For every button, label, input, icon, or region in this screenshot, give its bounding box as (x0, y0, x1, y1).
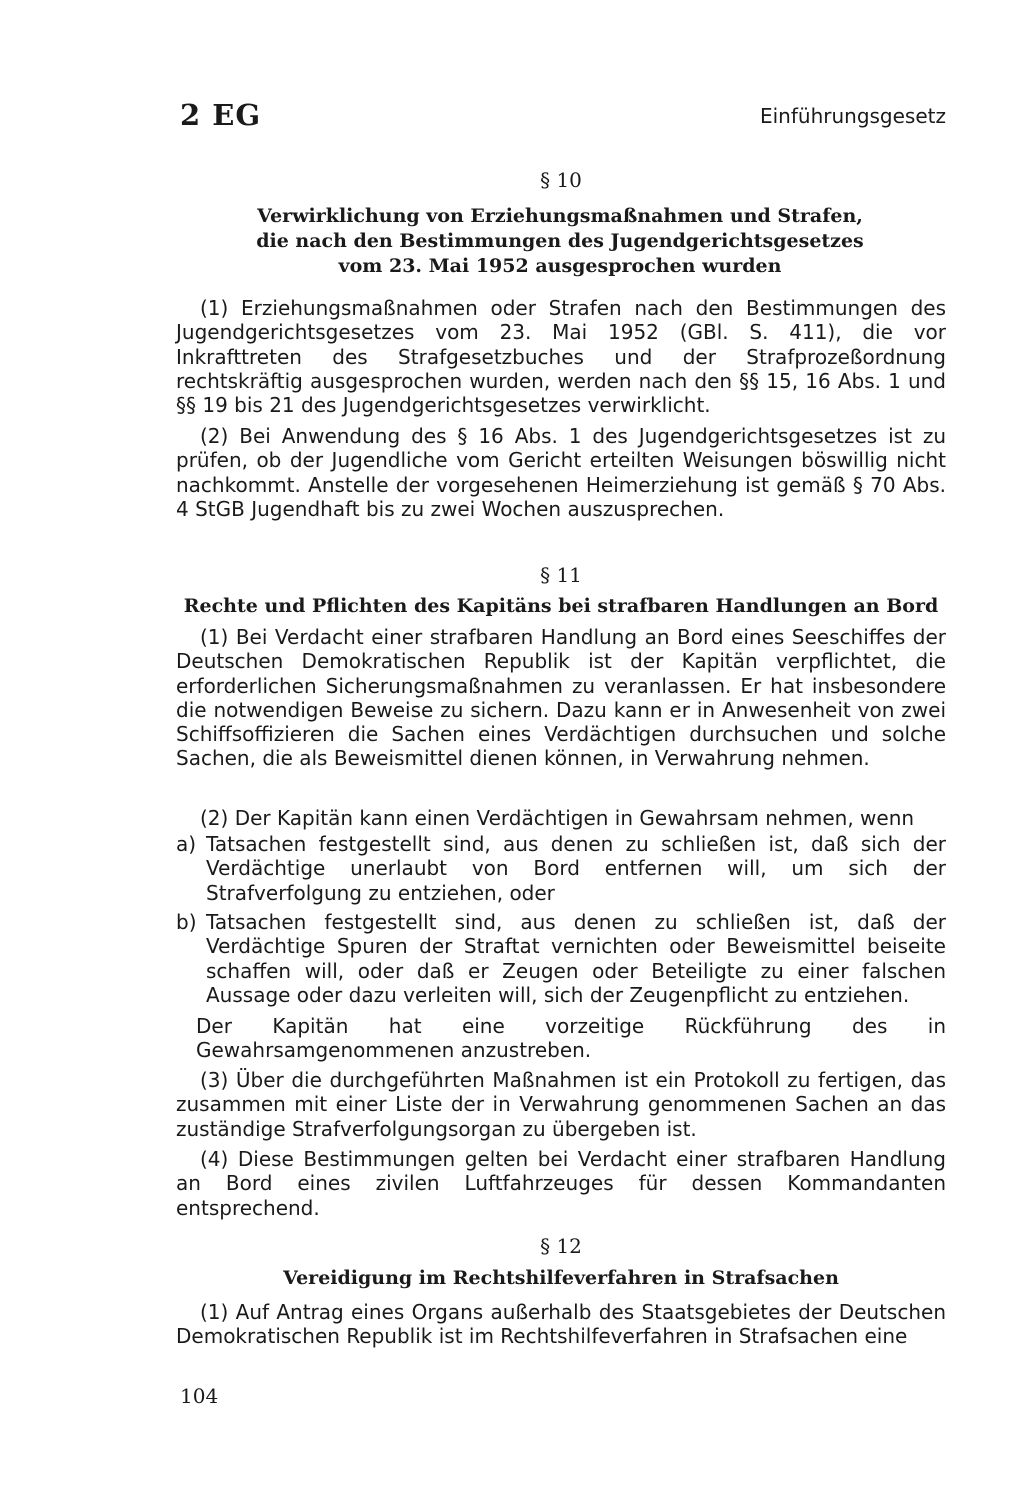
list-item-b-text: Tatsachen festgestellt sind, aus denen zu schließen ist, daß der Verdächtige Spuren der Straftat vernichten oder Beweismittel beiseite schaffen will, oder daß er Zeugen oder Beteiligte zu einer falschen Aussage oder dazu verleiten will, sich der Zeugenpflicht zu entziehen. (206, 910, 946, 1007)
list-item-a (176, 832, 946, 905)
section-10-paragraph-1: (1) Erziehungsmaßnahmen oder Strafen nach den Bestimmungen des Jugendgerichtsgesetzes vom 23. Mai 1952 (GBl. S. 411), die vor Inkrafttreten des Strafgesetzbuches und der Strafprozeßordnung rechtskräftig ausgesprochen wurden, werden nach den §§ 15, 16 Abs. 1 und §§ 19 bis 21 des Jugendgerichtsgesetzes verwirklicht. (176, 296, 946, 418)
chapter-marker: 2 EG (180, 98, 262, 132)
running-title: Einführungsgesetz (759, 104, 946, 128)
section-11-paragraph-2: (2) Der Kapitän kann einen Verdächtigen in Gewahrsam nehmen, wenn (200, 806, 915, 830)
list-item-b (176, 910, 946, 1007)
section-number-10: § 10 (540, 168, 582, 192)
section-11-paragraph-4: (4) Diese Bestimmungen gelten bei Verdacht einer strafbaren Handlung an Bord eines zivilen Luftfahrzeuges für dessen Kommandanten entsprechend. (176, 1147, 946, 1220)
list-item-b-label: b) (176, 910, 197, 934)
section-number-12: § 12 (540, 1234, 582, 1258)
section-title-12: Vereidigung im Rechtshilfeverfahren in Strafsachen (283, 1267, 839, 1289)
section-10-paragraph-2: (2) Bei Anwendung des § 16 Abs. 1 des Jugendgerichtsgesetzes ist zu prüfen, ob der Jugendliche vom Gericht erteilten Weisungen böswillig nicht nachkommt. Anstelle der vorgesehenen Heimerziehung ist gemäß § 70 Abs. 4 StGB Jugendhaft bis zu zwei Wochen auszusprechen. (176, 424, 946, 521)
section-11-paragraph-3: (3) Über die durchgeführten Maßnahmen ist ein Protokoll zu fertigen, das zusammen mit einer Liste der in Verwahrung genommenen Sachen an das zuständige Strafverfolgungsorgan zu übergeben ist. (176, 1068, 946, 1141)
section-12-paragraph-1: (1) Auf Antrag eines Organs außerhalb des Staatsgebietes der Deutschen Demokratischen Republik ist im Rechtshilfeverfahren in Strafsachen eine (176, 1300, 946, 1349)
list-item-a-text: Tatsachen festgestellt sind, aus denen zu schließen ist, daß sich der Verdächtige unerlaubt von Bord entfernen will, um sich der Strafverfolgung zu entziehen, oder (206, 832, 946, 905)
section-title-11: Rechte und Pflichten des Kapitäns bei strafbaren Handlungen an Bord (183, 595, 939, 617)
section-11-paragraph-1: (1) Bei Verdacht einer strafbaren Handlung an Bord eines Seeschiffes der Deutschen Demokratischen Republik ist der Kapitän verpflichtet, die erforderlichen Sicherungsmaßnahmen zu veranlassen. Er hat insbesondere die notwendigen Beweise zu sichern. Dazu kann er in Anwesenheit von zwei Schiffsoffizieren die Sachen eines Verdächtigen durchsuchen und solche Sachen, die als Beweismittel dienen können, in Verwahrung nehmen. (176, 625, 946, 771)
page-number: 104 (180, 1384, 219, 1408)
section-title-10: Verwirklichung von Erziehungsmaßnahmen und Strafen, die nach den Bestimmungen des Jugendgerichtsgesetzes vom 23. Mai 1952 ausgesprochen wurden (256, 205, 864, 277)
section-11-paragraph-2-end: Der Kapitän hat eine vorzeitige Rückführung des in Gewahrsamgenommenen anzustreben. (196, 1014, 946, 1063)
list-item-a-label: a) (176, 832, 197, 856)
section-number-11: § 11 (540, 563, 582, 587)
